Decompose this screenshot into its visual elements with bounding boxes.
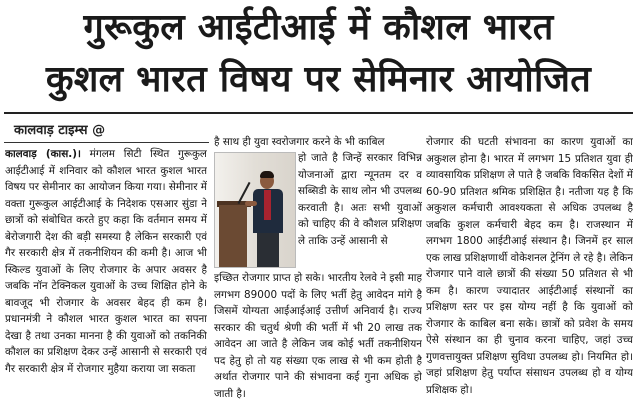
article-column-2-top: है साथ ही युवा स्वरोजगार करने के भी काबिल	[214, 136, 385, 148]
lectern	[219, 205, 247, 267]
seminar-speaker-photo	[214, 152, 296, 268]
byline: कालवाड़ टाइम्स @	[14, 123, 106, 138]
article-column-2-beside-photo: हो जाते है जिन्हें सरकार विभिन्न योजनाओं द्वारा न्यूनतम दर व सब्सिडी के साथ लोन भी उपलब्ध करवाती है। अतः सभी युवाओं को चाहिए की वे कौशल प्रशिक्षण ले ताकि उन्हें आसानी से	[298, 152, 422, 247]
headline-line-2: कुशल भारत विषय पर सेमिनार आयोजित	[45, 59, 592, 100]
byline-divider	[4, 142, 209, 143]
column-1-text: मंगलम सिटी स्थित गुरूकुल आईटीआई में शनिवार को कौशल भारत कुशल भारत विषय पर सेमीनार का आयोजन किया गया। सेमीनार में वक्ता गुरूकुल आईटीआई के निदेशक एसआर सुंडा ने छात्रों को संबोधित करते हुए कहा कि वर्तमान समय में बेरोजगारी देश की बड़ी समस्या है लेकिन सरकारी एवं गैर सरकारी क्षेत्र में तकनीशियन की कमी है। आज भी स्किल्ड युवाओं के लिए रोजगार के अपार अवसर है जबकि नॉन टेक्निकल युवाओं के उच्च शिक्षित होने के बावजूद भी रोजगार के अवसर बेहद ही कम है। प्रधानमंत्री ने कौशल भारत कुशल भारत का सपना देखा है तथा उनका मानना है की युवाओं को तकनिकी कौशल का प्रशिक्षण देकर उन्हें आसानी से सरकारी एवं गैर सरकारी क्षेत्र में रोजगार मुहैया कराया जा सकता	[5, 148, 207, 375]
speaker-shirt	[264, 190, 271, 220]
article-column-3: रोजगार की घटती संभावना का कारण युवाओं का अकुशल होना है। भारत में लगभग 15 प्रतिशत युवा ही व्यावसायिक प्रशिक्षण ले पाते है जबकि विकसित देशों में 60-90 प्रतिशत श्रमिक प्रशिक्षित है। नतीजा यह है कि अकुशल कर्मचारी आवश्यकता से अधिक उपलब्ध है जबकि कुशल कर्मचारी बेहद कम है। राजस्थान में लगभग 1800 आईटीआई संस्थान है। जिनमें हर साल एक लाख प्रशिक्षणार्थी वोकेशनल ट्रेनिंग ले रहे है। लेकिन रोजगार पाने वाले छात्रों की संख्या 50 प्रतिशत से भी कम है। कारण ज्यादातर आईटीआई संस्थानों का प्रशिक्षण स्तर पर इस योग्य नहीं है कि युवाओं को रोजगार के काबिल बना सके। छात्रों को प्रवेश के समय ऐसे संस्थान का ही चुनाव करना चाहिए, जहां उच्च गुणवत्तायुक्त प्रशिक्षण सुविधा उपलब्ध हो। नियमित हो। जहां प्रशिक्षण हेतु पर्याप्त संसाधन उपलब्ध हो व योग्य प्रशिक्षक हो।	[426, 136, 633, 396]
article-column-1	[5, 146, 207, 412]
headline-line-1: गुरूकुल आईटीआई में कौशल भारत	[83, 7, 554, 48]
speaker-hair	[260, 171, 274, 178]
headline-divider	[4, 112, 633, 114]
speaker-hand	[245, 201, 257, 206]
article-column-2-bottom: इच्छित रोजगार प्राप्त हो सके। भारतीय रेलवे ने इसी माह लगभग 89000 पदों के लिए भर्ती हेतु आवेदन मांगे है जिसमें योग्यता आईआईआई उत्तीर्ण अनिवार्य है। राज्य सरकार की चतुर्थ श्रेणी की भर्ती में भी 20 लाख तक आवेदन आ जाते है लेकिन जब कोई भर्ती तकनीशियन पद हेतु हो तो यह संख्या एक लाख से भी कम होती है अर्थात रोजगार पाने की संभावना कई गुना अधिक हो जाती है।	[214, 272, 422, 400]
dateline: कालवाड़ (कास.)।	[5, 148, 81, 160]
speaker-legs	[257, 233, 279, 267]
